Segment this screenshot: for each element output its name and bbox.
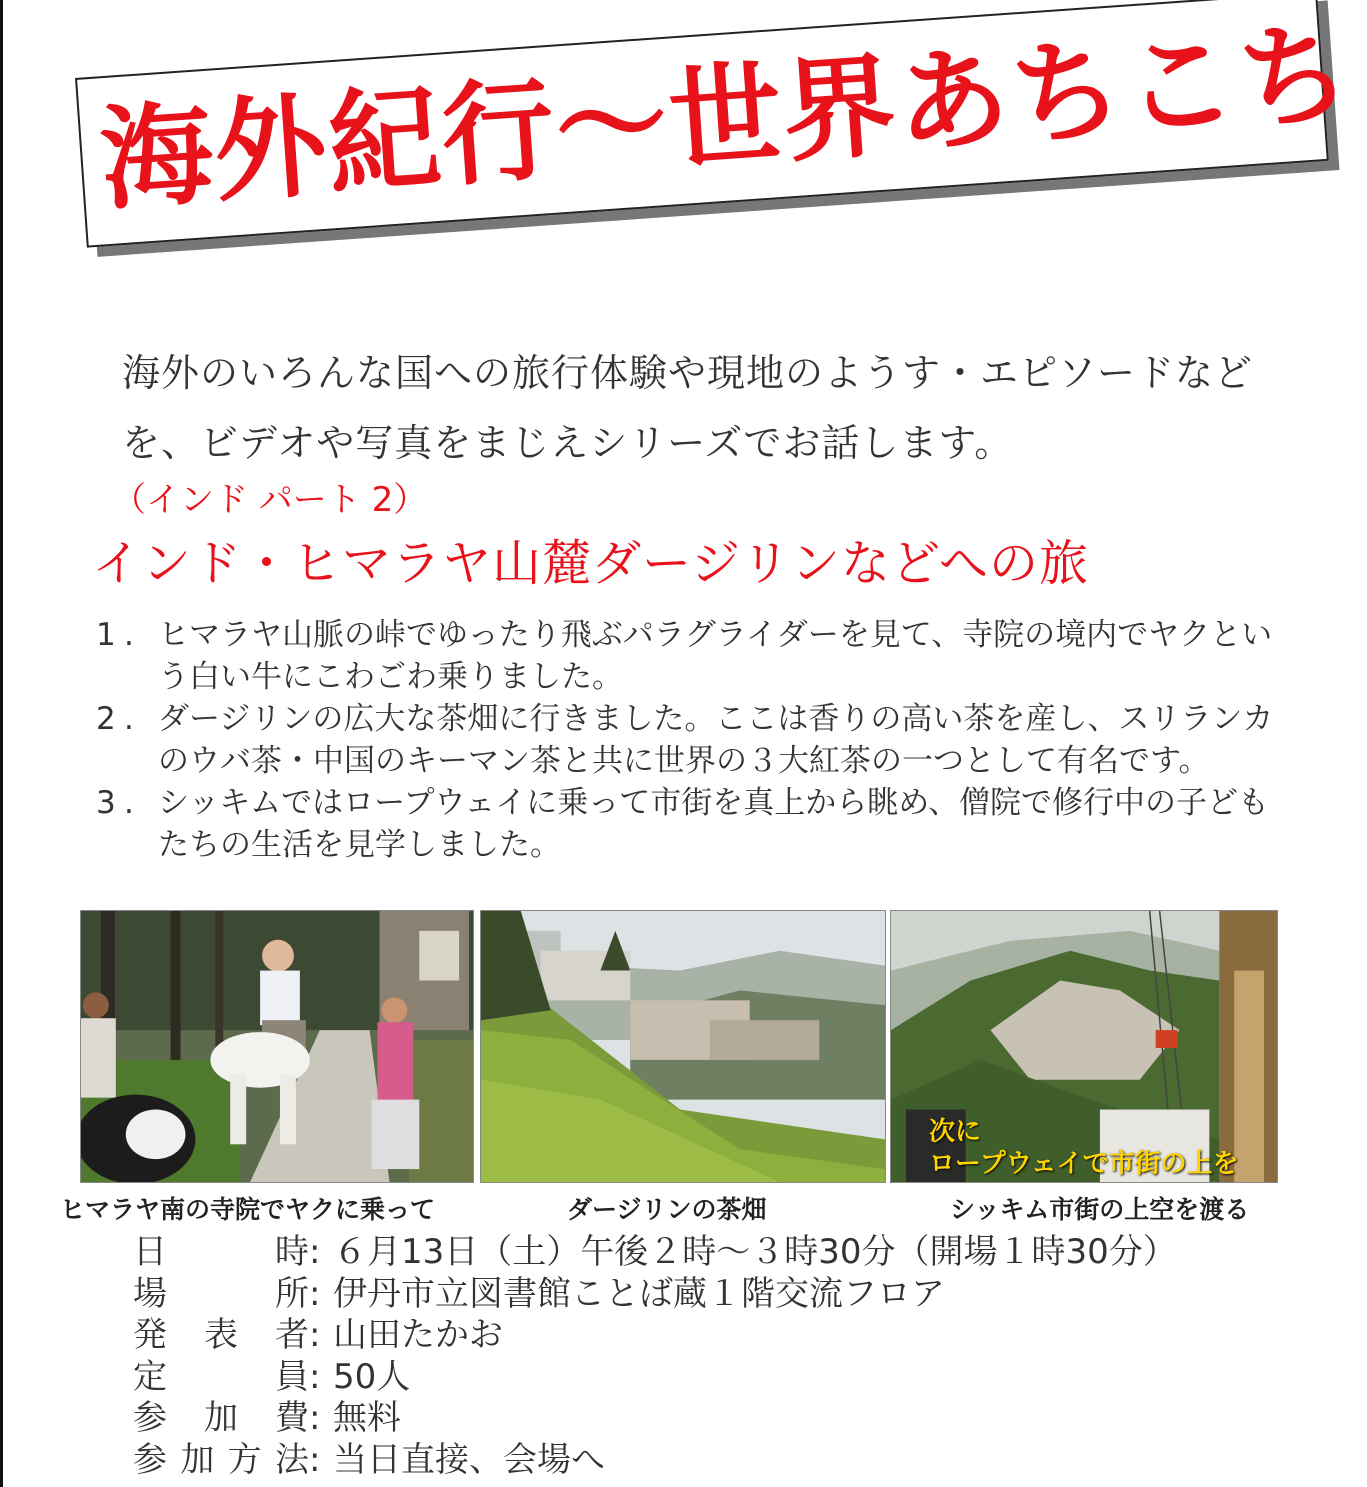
item-text: ヒマラヤ山脈の峠でゆったり飛ぶパラグライダーを見て、寺院の境内でヤクという白い牛にこわごわ乗りました。 bbox=[158, 617, 1273, 695]
detail-label: 定 員 bbox=[133, 1356, 309, 1397]
detail-label: 日 時 bbox=[133, 1232, 309, 1272]
detail-label: 発 表 者 bbox=[133, 1315, 309, 1355]
tea-garden-image bbox=[481, 911, 885, 1182]
photo-overlay-text: 次に ロープウェイで市街の上を bbox=[929, 1117, 1239, 1179]
page-title: 海外紀行～世界あちこち bbox=[96, 9, 1357, 227]
intro-text: 海外のいろんな国への旅行体験や現地のようす・エピソードなどを、ビデオや写真をまじえシリーズでお話します。 bbox=[122, 351, 1254, 465]
item-number: 2 bbox=[96, 701, 116, 737]
detail-capacity: 定 員 : 50人 bbox=[133, 1357, 1283, 1399]
detail-fee: 参 加 費 : 無料 bbox=[133, 1398, 1283, 1440]
detail-value: 無料 bbox=[333, 1398, 401, 1438]
detail-presenter: 発 表 者 : 山田たかお bbox=[133, 1315, 1283, 1357]
event-details bbox=[133, 1232, 1283, 1481]
detail-value: ６月13日（土）午後２時～３時30分（開場１時30分） bbox=[333, 1232, 1177, 1272]
photo-caption-sikkim: シッキム市街の上空を渡る bbox=[950, 1195, 1250, 1224]
talk-headline: インド・ヒマラヤ山麓ダージリンなどへの旅 bbox=[92, 535, 1090, 592]
detail-label: 場 所 bbox=[133, 1273, 309, 1314]
item-text: シッキムではロープウェイに乗って市街を真上から眺め、僧院で修行中の子どもたちの生活を見学しました。 bbox=[158, 785, 1270, 863]
detail-label: 参 加 方 法 bbox=[133, 1439, 309, 1480]
item-number: 1 bbox=[96, 617, 116, 653]
detail-date: 日 時 : ６月13日（土）午後２時～３時30分（開場１時30分） bbox=[133, 1232, 1283, 1274]
detail-venue: 場 所 : 伊丹市立図書館ことば蔵１階交流フロア bbox=[133, 1274, 1283, 1316]
list-item: 1 . ヒマラヤ山脈の峠でゆったり飛ぶパラグライダーを見て、寺院の境内でヤクという白い牛にこわごわ乗りました。 bbox=[96, 614, 1296, 698]
detail-value: 当日直接、会場へ bbox=[333, 1439, 605, 1480]
detail-value: 50人 bbox=[333, 1356, 411, 1397]
item-number: 3 bbox=[96, 785, 116, 821]
photo-tea-garden bbox=[480, 910, 886, 1183]
detail-label: 参 加 費 bbox=[133, 1398, 309, 1438]
list-item: 2 . ダージリンの広大な茶畑に行きました。ここは香りの高い茶を産し、スリランカのウバ茶・中国のキーマン茶と共に世界の３大紅茶の一つとして有名です。 bbox=[96, 698, 1296, 782]
detail-value: 山田たかお bbox=[333, 1315, 503, 1355]
item-text: ダージリンの広大な茶畑に行きました。ここは香りの高い茶を産し、スリランカのウバ茶・中国のキーマン茶と共に世界の３大紅茶の一つとして有名です。 bbox=[158, 701, 1274, 779]
detail-value: 伊丹市立図書館ことば蔵１階交流フロア bbox=[333, 1273, 945, 1314]
detail-how-to-join: 参 加 方 法 : 当日直接、会場へ bbox=[133, 1440, 1283, 1482]
title-banner bbox=[75, 0, 1357, 248]
photo-yak-ride bbox=[80, 910, 474, 1183]
highlights-list bbox=[96, 614, 1296, 866]
photo-caption-yak: ヒマラヤ南の寺院でヤクに乗って bbox=[60, 1195, 436, 1224]
list-item: 3 . シッキムではロープウェイに乗って市街を真上から眺め、僧院で修行中の子どもたちの生活を見学しました。 bbox=[96, 782, 1296, 866]
page-border bbox=[0, 0, 3, 1487]
photo-sikkim-ropeway bbox=[890, 910, 1278, 1183]
photo-caption-tea: ダージリンの茶畑 bbox=[567, 1195, 767, 1224]
series-subheading: （インド パート 2） bbox=[112, 480, 428, 520]
yak-ride-image bbox=[81, 911, 473, 1182]
